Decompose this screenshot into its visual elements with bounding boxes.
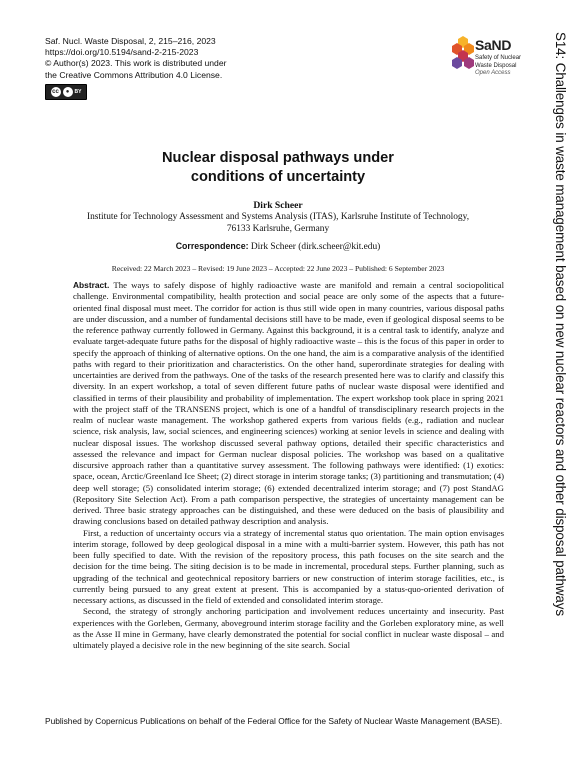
correspondence-contact[interactable]: Dirk Scheer (dirk.scheer@kit.edu) bbox=[250, 242, 381, 252]
special-issue-label: S14: Challenges in waste management based on new nuclear reactors and other disposal pathways bbox=[553, 32, 568, 616]
copyright-line: © Author(s) 2023. This work is distributed under bbox=[45, 58, 227, 69]
cc-icon: cc bbox=[52, 89, 59, 95]
journal-metadata bbox=[45, 36, 295, 81]
logo-wordmark: SaND bbox=[475, 37, 512, 53]
publisher-footer: Published by Copernicus Publications on behalf of the Federal Office for the Safety of Nuclear Waste Management (BASE). bbox=[45, 716, 503, 726]
correspondence-label: Correspondence: bbox=[175, 241, 249, 251]
open-access-label: Open Access bbox=[475, 70, 511, 76]
logo-subtitle-line: Waste Disposal bbox=[475, 62, 517, 69]
logo-subtitle bbox=[475, 55, 521, 78]
body-paragraph: Second, the strategy of strongly anchoring participation and involvement reduces uncertainty and insecurity. Past experiences with the Gorleben, Germany, aboveground interim storage facility and the Gorleben exploratory mine, as well as the Asse II mine in Germany, have clearly demonstrated the potential for social conflict in nuclear waste disposal – and ultimately played a decisive role in the new beginning of the site search. Social bbox=[73, 606, 504, 650]
author-name: Dirk Scheer bbox=[253, 200, 303, 211]
journal-citation: Saf. Nucl. Waste Disposal, 2, 215–216, 2023 bbox=[45, 36, 216, 46]
title-line: conditions of uncertainty bbox=[190, 169, 366, 185]
correspondence bbox=[60, 241, 496, 252]
abstract-label: Abstract. bbox=[73, 280, 110, 290]
article-title bbox=[60, 149, 496, 187]
person-icon: ● bbox=[63, 87, 73, 97]
abstract-text: The ways to safely dispose of highly radioactive waste are manifold and remain a central sociopolitical challenge. Environmental compatibility, health protection and social peace are only some of the aspects that a future-oriented final disposal must meet. The corridor for action is thus still wide open in many countries, various disposal paths are under discussion, and a number of fundamental decisions still have to be made, even if geological disposal seems to be the reference pathway currently followed in Germany. Against this background, it is a central task to identify, analyze and evaluate target-adequate future paths for the disposal of highly radioactive waste – this is the focus of this paper in order to specify the approach of thinking of alternative options. On the one hand, the aim is a comparative analysis of the identified paths with regard to their prioritization and characteristics. On the other hand, superordinate strategies for dealing with uncertainties are derived from the pathways. One of the tasks of the research presented here was to clarify and classify this diversity. In an expert workshop, a total of seven different future paths of nuclear waste disposal were identified and classified in terms of their plausibility and probability of implementation. The expert workshop took place in spring 2021 with the project staff of the TRANSENS project, which is one of a handful of transdisciplinary research projects in the realm of nuclear waste management. The workshop gathered experts from various fields (e.g., radiation and nuclear science, risk analysis, law, social sciences, and engineering sciences) working at senior levels in science and dealing with nuclear disposal issues. The workshop discussed several pathway options, detailed their specific characteristics and assessed the relevance and impact for German nuclear disposal policies. The workshop was based on a qualitative discursive approach rather than a quantitative survey assessment. The following pathways were identified: (1) exotics: space, ocean, Arctic/Greenland Ice Sheet; (2) direct storage in interim storage tanks; (3) partitioning and transmutation; (4) deep well storage; (5) consolidated interim storage; (6) extended decentralized interim storage; and (7) post StandAG (Repository Site Selection Act). From a path comparison perspective, the strategies of uncertainty management can be derived. Three basic strategy approaches can be distinguished, and these were deduced on the basis of plausibility and drawing conclusions based on detailed pathway description and analysis. bbox=[73, 280, 504, 527]
cc-by-license-badge[interactable] bbox=[45, 84, 87, 100]
article-body bbox=[73, 280, 504, 651]
logo-subtitle-line: Safety of Nuclear bbox=[475, 55, 522, 61]
abstract-paragraph bbox=[73, 280, 504, 528]
sand-logo bbox=[450, 35, 540, 85]
body-paragraph: First, a reduction of uncertainty occurs via a strategy of incremental status quo orientation. The main option envisages interim storage, followed by deep geological disposal in a mine with a multi-barrier system. However, this path has not been fully specified to date. With the revision of the repository process, this path focuses on the site search and the decision for the time being. The siting decision is to be made in incremental, procedural steps. Further planning, such as upgrading of the technical and geotechnical repository barriers or new construction of interim storage facilities, etc., is currently being pursued to any great extent at present. This is accompanied by a status-quo-oriented derivation of necessary actions, as discussed in the field of extended and consolidated interim storage. bbox=[73, 527, 504, 605]
publication-dates: Received: 22 March 2023 – Revised: 19 June 2023 – Accepted: 22 June 2023 – Published: 6 September 2023 bbox=[111, 264, 445, 273]
hexagon-cluster-icon bbox=[450, 35, 476, 69]
license-line: the Creative Commons Attribution 4.0 License. bbox=[45, 69, 223, 80]
author-affiliation: Institute for Technology Assessment and Systems Analysis (ITAS), Karlsruhe Institute of Technology, 76133 Karlsruhe, Germany bbox=[86, 212, 470, 234]
title-line: Nuclear disposal pathways under bbox=[162, 150, 394, 166]
by-label: BY bbox=[74, 89, 82, 95]
special-issue-sidebar bbox=[549, 0, 576, 760]
doi-link[interactable]: https://doi.org/10.5194/sand-2-215-2023 bbox=[45, 47, 199, 58]
